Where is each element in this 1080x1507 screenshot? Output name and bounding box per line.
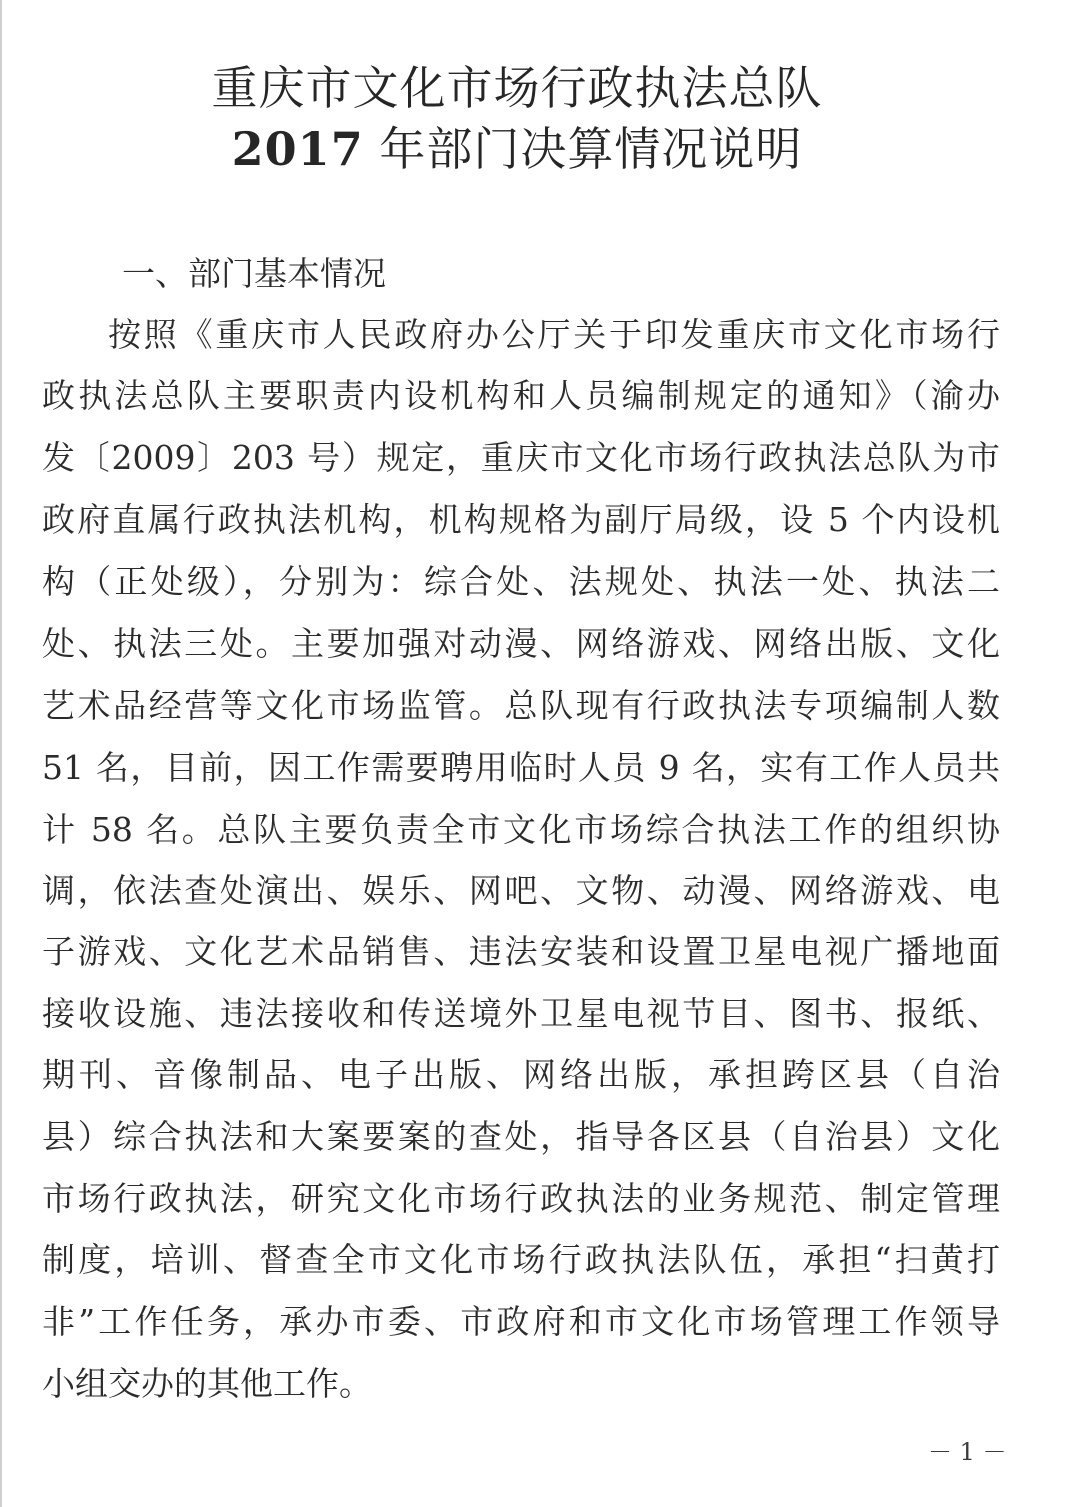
section-heading: 一、部门基本情况 [122, 254, 386, 293]
body-line: 发〔2009〕203 号）规定，重庆市文化市场行政执法总队为市 [42, 438, 1000, 477]
title-rest: 年部门决算情况说明 [363, 122, 803, 176]
body-line: 接收设施、违法接收和传送境外卫星电视节目、图书、报纸、 [42, 994, 1000, 1033]
body-line: 县）综合执法和大案要案的查处，指导各区县（自治县）文化 [42, 1117, 1000, 1156]
body-line: 艺术品经营等文化市场监管。总队现有行政执法专项编制人数 [42, 686, 1000, 725]
body-line: 小组交办的其他工作。 [42, 1364, 372, 1403]
body-line: 制度，培训、督查全市文化市场行政执法队伍，承担“扫黄打 [42, 1240, 1000, 1279]
body-line: 处、执法三处。主要加强对动漫、网络游戏、网络出版、文化 [42, 624, 1000, 663]
body-line: 计 58 名。总队主要负责全市文化市场综合执法工作的组织协 [42, 810, 1000, 849]
body-line: 51 名，目前，因工作需要聘用临时人员 9 名，实有工作人员共 [42, 748, 1000, 787]
body-line: 期刊、音像制品、电子出版、网络出版，承担跨区县（自治 [42, 1055, 1000, 1094]
body-line: 调，依法查处演出、娱乐、网吧、文物、动漫、网络游戏、电 [42, 871, 1000, 910]
body-line: 子游戏、文化艺术品销售、违法安装和设置卫星电视广播地面 [42, 932, 1000, 971]
page-number: － 1 － [928, 1438, 1007, 1466]
body-line: 政执法总队主要职责内设机构和人员编制规定的通知》（渝办 [42, 376, 1000, 415]
body-line: 构（正处级），分别为：综合处、法规处、执法一处、执法二 [42, 562, 1000, 601]
body-line: 按照《重庆市人民政府办公厅关于印发重庆市文化市场行 [108, 315, 1000, 354]
body-line: 非”工作任务，承办市委、市政府和市文化市场管理工作领导 [42, 1302, 1000, 1341]
document-title-line-2 [2, 113, 1032, 179]
body-line: 政府直属行政执法机构，机构规格为副厅局级，设 5 个内设机 [42, 500, 1000, 539]
title-year: 2017 [231, 122, 364, 176]
document-title-line-1: 重庆市文化市场行政执法总队 [211, 61, 823, 115]
body-line: 市场行政执法，研究文化市场行政执法的业务规范、制定管理 [42, 1179, 1000, 1218]
